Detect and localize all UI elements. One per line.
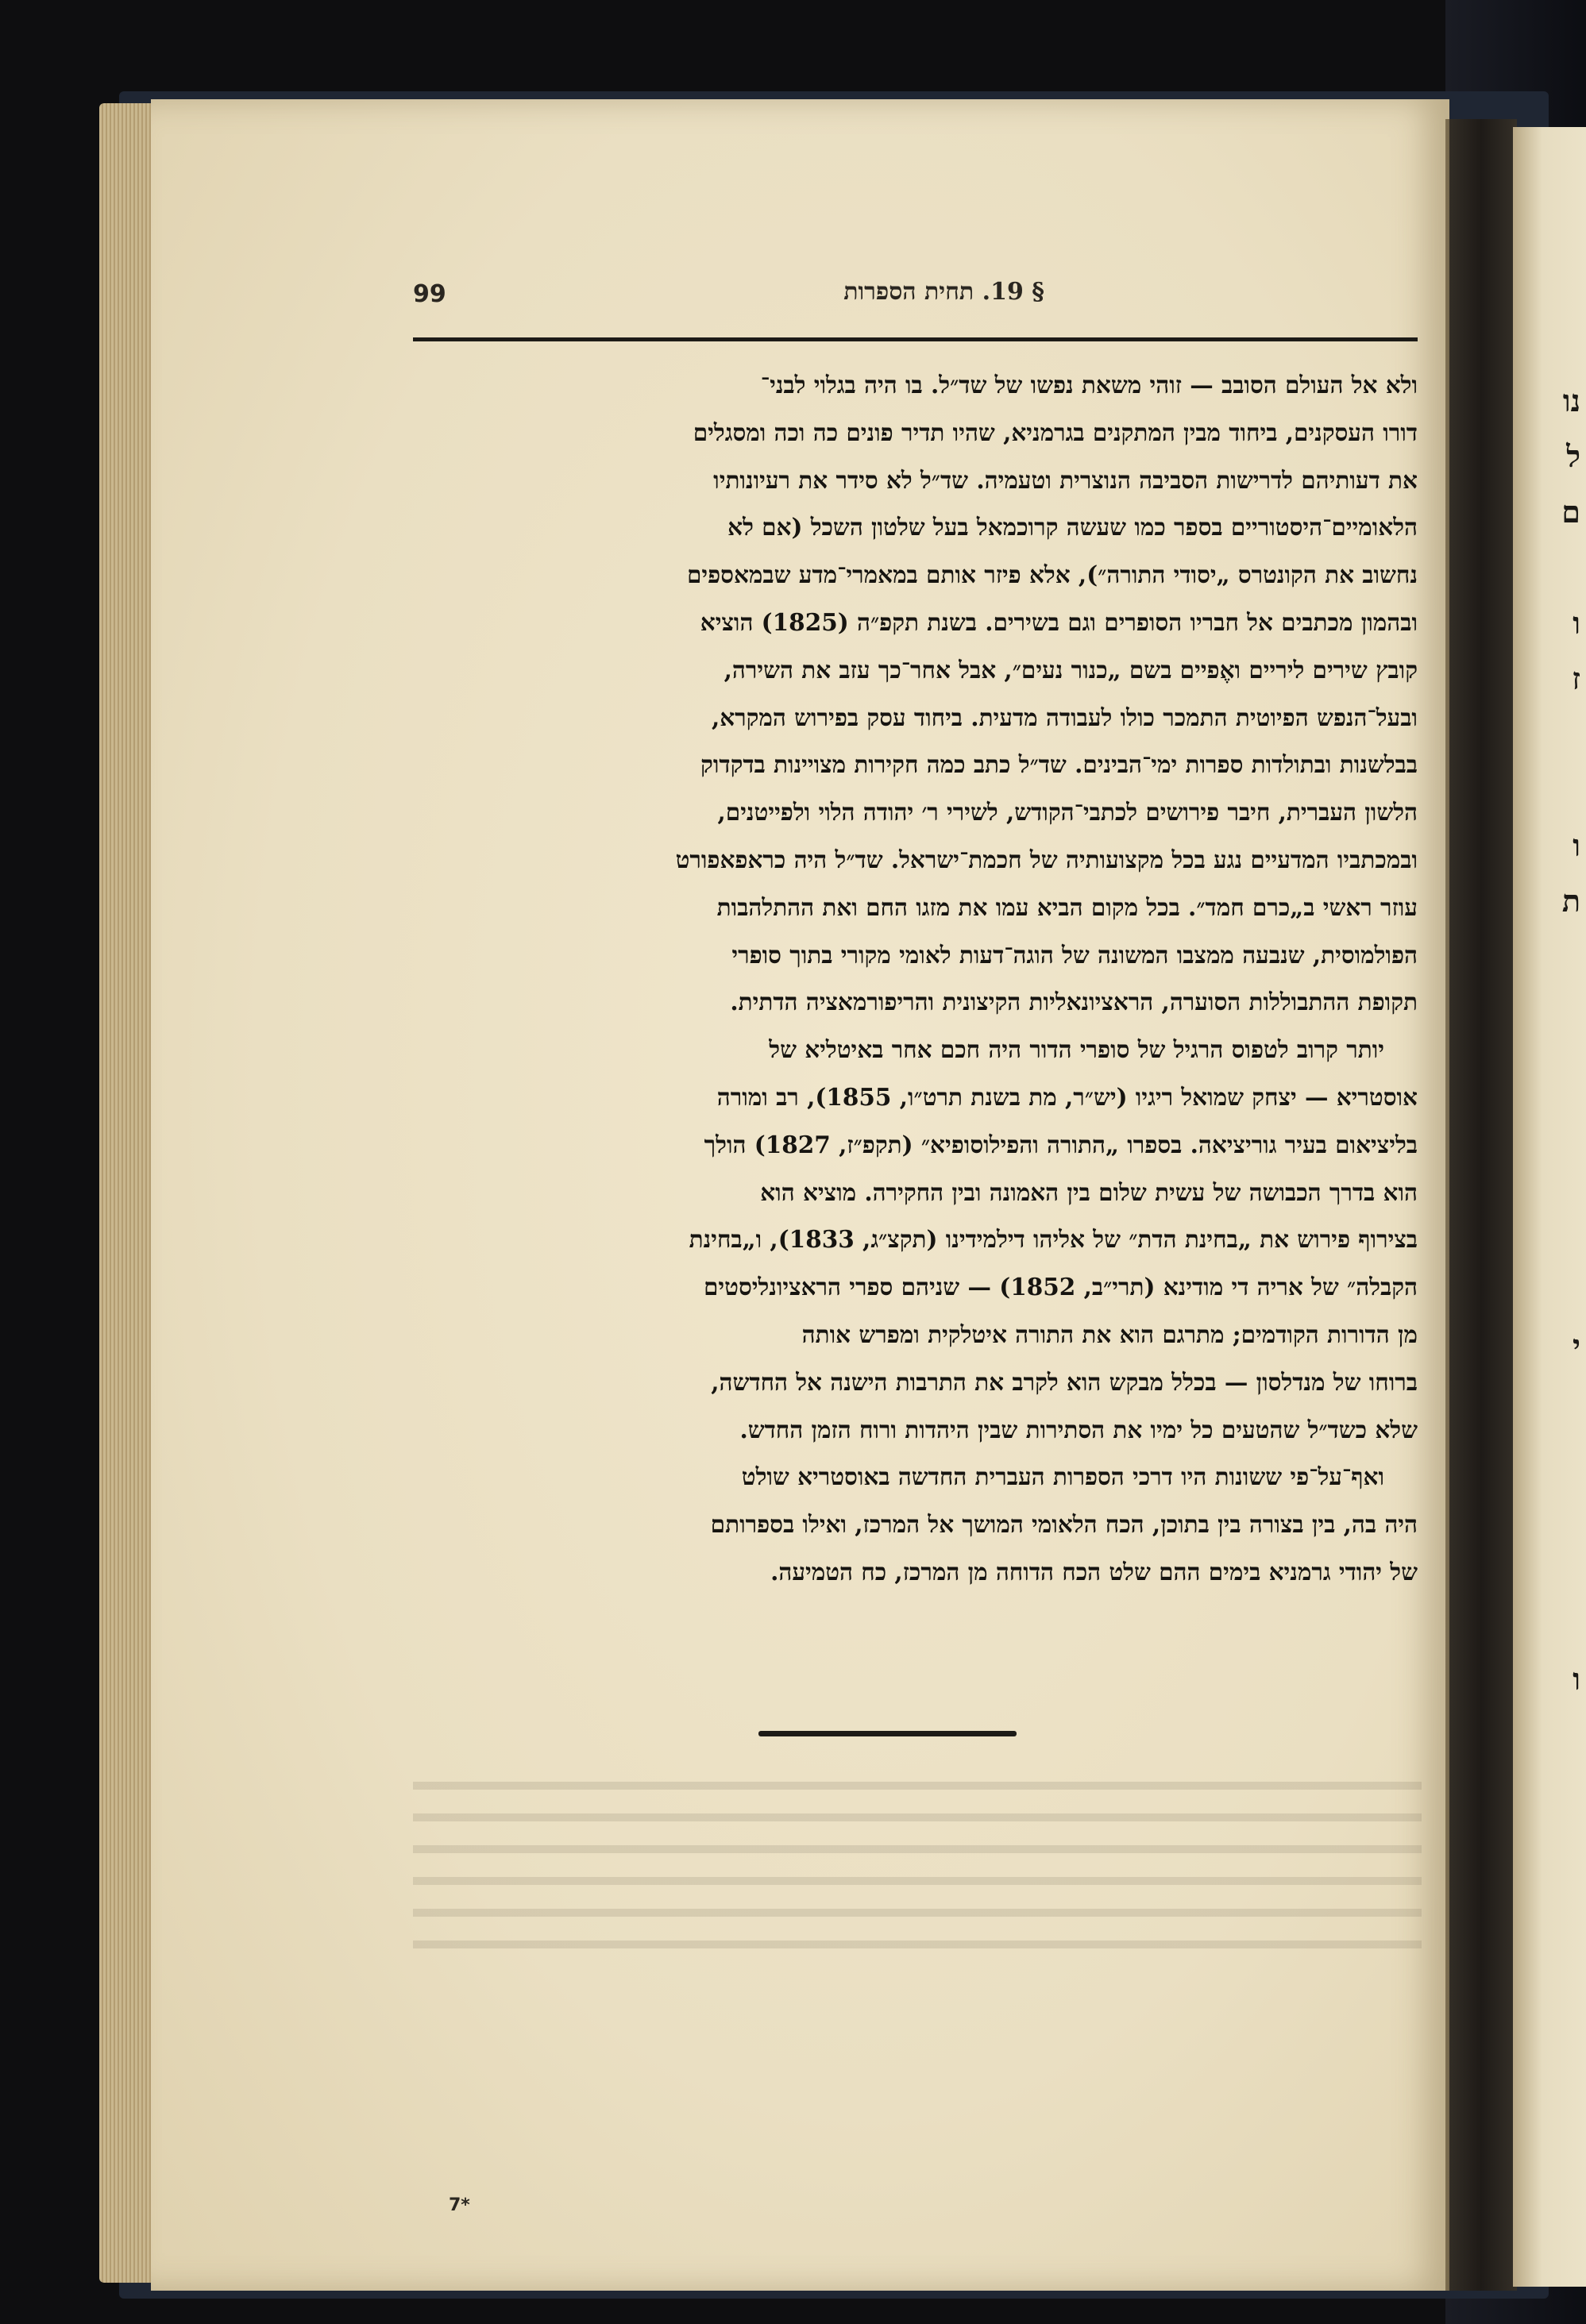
text-line: הקבלה״ של אריה די מודינא (תרי״ב, 1852) — שניהם ספרי הראציונליסטים: [704, 1273, 1418, 1301]
text-line: בצירוף פירוש את „בחינת הדת״ של אליהו דילמידינו (תקצ״ג, 1833), ו„בחינת: [689, 1225, 1418, 1254]
page-header: [413, 274, 1044, 322]
text-line: בבלשנות ובתולדות ספרות ימי־הבינים. שד״ל כתב כמה חקירות מצויינות בדקדוק: [700, 750, 1418, 779]
text-line: תקופת ההתבוללות הסוערה, הראציונאליות הקיצונית והריפורמאציה הדתית.: [730, 988, 1418, 1016]
text-line: יותר קרוב לטפוס הרגיל של סופרי הדור היה חכם אחר באיטליא של: [769, 1035, 1384, 1064]
text-line: מן הדורות הקודמים; מתרגם הוא את התורה איטלקית ומפרש אותה: [801, 1320, 1418, 1348]
text-line: ובמכתביו המדעיים נגע בכל מקצועותיה של חכמת־ישראל. שד״ל היה כראפאפורט: [675, 845, 1418, 873]
book-gutter: [1445, 119, 1517, 2291]
text-line: דורו העסקנים, ביחוד מבין המתקנים בגרמניא, שהיו תדיר פונים כה וכה ומסגלים: [693, 418, 1418, 446]
text-line: הלאומיים־היסטוריים בספר כמו שעשה קרוכמאל בעל שלטון השכל (אם לא: [727, 513, 1418, 541]
section-separator: [758, 1731, 1017, 1736]
signature-mark: 7*: [449, 2195, 470, 2215]
header-rule: [413, 337, 1418, 341]
text-line: ובהמון מכתבים אל חבריו הסופרים וגם בשירים. בשנת תקפ״ה (1825) הוציא: [700, 607, 1418, 636]
body-text: [401, 361, 1418, 1596]
text-line: קובץ שירים ליריים ואֶפיים בשם „כנור נעים״, אבל אחר־כך עזב את השירה,: [724, 655, 1418, 684]
text-line: הפולמוסית, שנבעה ממצבו המשונה של הוגה־דעות לאומי מקורי בתוך סופרי: [731, 940, 1418, 969]
facing-page-text: נו ל ם ו ז ו ת י ו: [1561, 383, 1580, 1697]
bleed-through-text: [413, 1771, 1422, 1961]
text-line: עוזר ראשי ב„כרם חמד״. בכל מקום הביא עמו את מזגו החם ואת ההתלהבות: [716, 892, 1418, 921]
page-edges: [99, 103, 155, 2283]
text-line: ולא אל העולם הסובב — זוהי משאת נפשו של שד״ל. בו היה בגלוי לבני־: [760, 371, 1418, 399]
paragraph-2: [401, 1026, 1418, 1453]
page-number: 99: [413, 280, 446, 308]
text-line: שלא כשד״ל שהטעים כל ימיו את הסתירות שבין היהדות ורוח הזמן החדש.: [739, 1415, 1418, 1443]
text-line: אוסטריא — יצחק שמואל ריגיו (יש״ר, מת בשנת תרט״ו, 1855), רב ומורה: [716, 1082, 1418, 1111]
text-line: הוא בדרך הכבושה של עשית שלום בין האמונה ובין החקירה. מוציא הוא: [760, 1177, 1418, 1206]
text-line: נחשוב את הקונטרס „יסודי התורה״), אלא פיזר אותם במאמרי־מדע שבמאספים: [686, 561, 1418, 589]
text-line: של יהודי גרמניא בימים ההם שלט הכח הדוחה מן המרכז, כח הטמיעה.: [770, 1557, 1418, 1586]
text-line: היה בה, בין בצורה בין בתוכן, הכח הלאומי המושך אל המרכז, ואילו בספרותם: [710, 1510, 1418, 1539]
paragraph-3: [401, 1453, 1418, 1595]
text-line: ובעל־הנפש הפיוטית התמכר כולו לעבודה מדעית. ביחוד עסק בפירוש המקרא,: [711, 703, 1418, 731]
text-line: הלשון העברית, חיבר פירושים לכתבי־הקודש, לשירי ר׳ יהודה הלוי ולפייטנים,: [717, 798, 1418, 827]
paragraph-1: [401, 361, 1418, 1026]
text-line: ואף־על־פי ששונות היו דרכי הספרות העברית החדשה באוסטריא שולט: [741, 1463, 1384, 1491]
text-line: ברוחו של מנדלסון — בכלל מבקש הוא לקרב את התרבות הישנה אל החדשה,: [711, 1367, 1418, 1396]
text-line: בליציאום בעיר גוריציאה. בספרו „התורה והפילוסופיא״ (תקפ״ז, 1827) הולך: [704, 1130, 1418, 1158]
running-head: § 19. תחית הספרות: [843, 278, 1044, 306]
text-line: את דעותיהם לדרישות הסביבה הנוצרית וטעמיה. שד״ל לא סידר את רעיונותיו: [713, 465, 1418, 494]
